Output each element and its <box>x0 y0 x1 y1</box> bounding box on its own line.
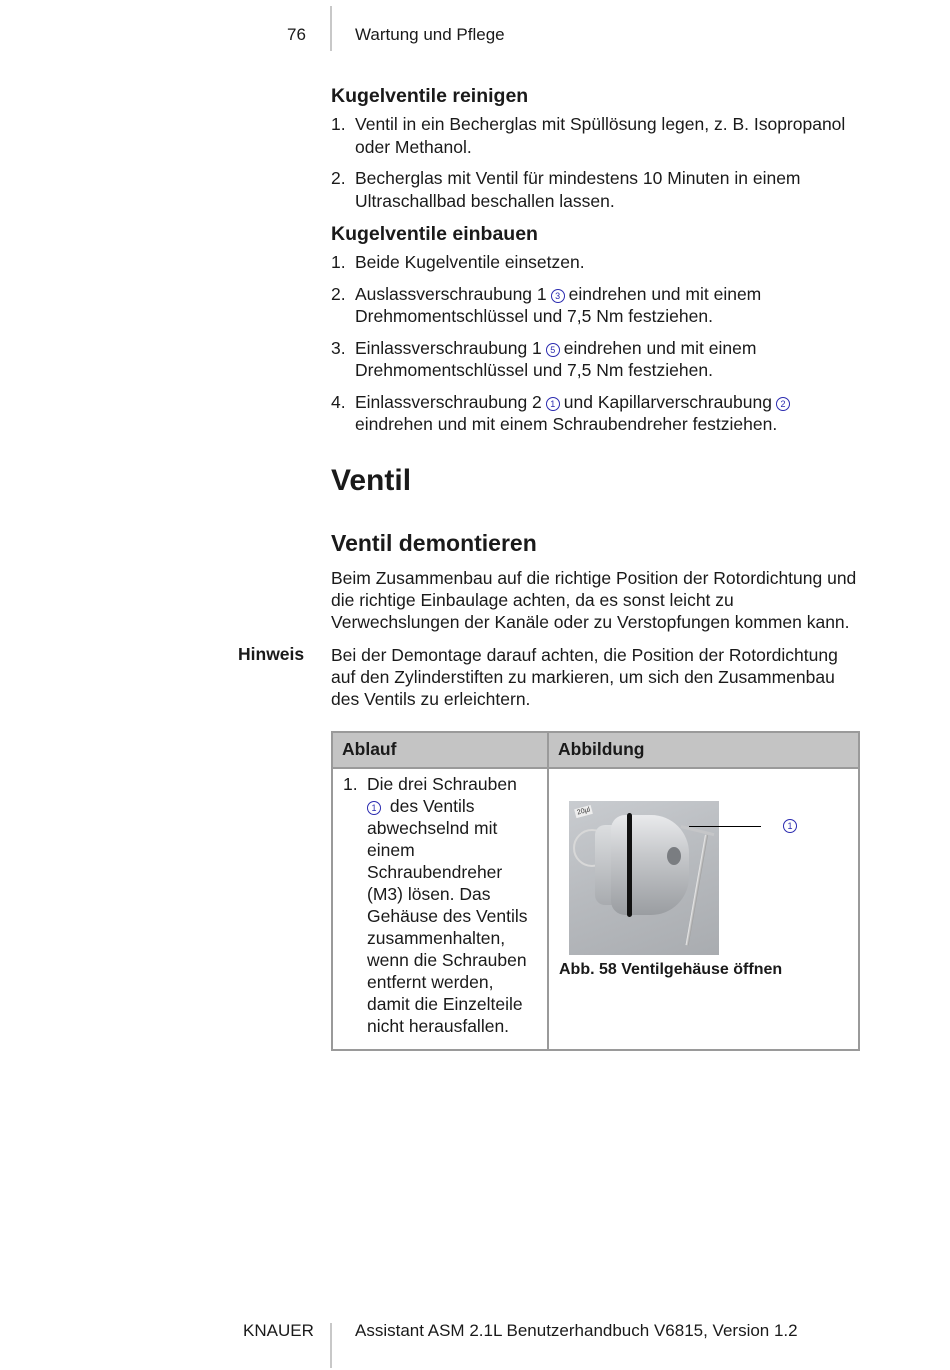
procedure-table <box>331 731 860 1051</box>
list-item <box>331 113 866 158</box>
note-label: Hinweis <box>238 644 305 664</box>
step-text: eindrehen und mit einem Schraubendreher festziehen. <box>355 414 778 434</box>
heading-ventil: Ventil <box>331 464 412 497</box>
install-steps <box>331 251 866 445</box>
callout-number-icon: 5 <box>546 343 560 357</box>
table-row <box>343 773 538 1037</box>
step-number: 2. <box>331 283 346 304</box>
step-number: 1. <box>343 774 358 794</box>
intro-paragraph: Beim Zusammenbau auf die richtige Position der Rotordichtung und die richtige Einbaulage achten, da es sonst leicht zu Verwechslungen der Kanäle oder zu Verstopfungen kommen kann. <box>331 568 857 632</box>
callout-number-icon: 1 <box>367 801 381 815</box>
step-text: Die drei Schrauben <box>367 774 517 794</box>
header-divider <box>330 6 332 51</box>
heading-kugelventile-reinigen: Kugelventile reinigen <box>331 85 529 107</box>
step-number: 3. <box>331 337 346 358</box>
callout-number-icon: 1 <box>546 397 560 411</box>
step-text: Auslassverschraubung 1 <box>355 283 547 304</box>
list-item <box>331 391 866 436</box>
step-text: eindrehen und mit einem Drehmomentschlüssel und 7,5 Nm festziehen. <box>355 337 757 380</box>
column-divider <box>547 733 549 1049</box>
note-text: Bei der Demontage darauf achten, die Position der Rotordichtung auf den Zylinderstiften zu markieren, um sich den Zusammenbau des Ventils zu erleichtern. <box>331 645 838 709</box>
step-text: Beide Kugelventile einsetzen. <box>355 252 585 272</box>
list-item <box>331 167 866 212</box>
list-item <box>331 283 866 328</box>
valve-port <box>667 847 681 865</box>
step-number: 2. <box>331 168 346 188</box>
page-number: 76 <box>287 25 306 44</box>
heading-ventil-demontieren: Ventil demontieren <box>331 530 537 556</box>
column-header-ablauf: Ablauf <box>342 739 397 759</box>
footer-document-title: Assistant ASM 2.1L Benutzerhandbuch V6815, Version 1.2 <box>355 1321 798 1340</box>
column-header-abbildung: Abbildung <box>558 739 645 759</box>
valve-seal-ring <box>627 813 632 917</box>
step-text: und Kapillarverschraubung <box>563 391 772 412</box>
figure-caption: Abb. 58 Ventilgehäuse öffnen <box>559 961 783 978</box>
list-item <box>331 251 866 274</box>
photo-label: 20µl <box>574 805 593 818</box>
heading-kugelventile-einbauen: Kugelventile einbauen <box>331 223 538 245</box>
list-item <box>331 337 866 382</box>
step-number: 4. <box>331 391 346 412</box>
table-header <box>333 733 858 769</box>
callout-number-icon: 2 <box>776 397 790 411</box>
step-text: des Ventils abwechselnd mit einem Schraubendreher (M3) lösen. Das Gehäuse des Ventils zusammenhalten, wenn die Schrauben entfernt werden, damit die Einzelteile nicht herausfallen. <box>367 796 528 1036</box>
callout-number-icon: 3 <box>551 289 565 303</box>
step-text: Becherglas mit Ventil für mindestens 10 Minuten in einem Ultraschallbad beschallen lassen. <box>355 168 801 211</box>
chapter-title: Wartung und Pflege <box>355 25 505 44</box>
step-text: Ventil in ein Becherglas mit Spüllösung legen, z. B. Isopropanol oder Methanol. <box>355 114 846 157</box>
footer-brand: KNAUER <box>243 1321 314 1340</box>
step-text: eindrehen und mit einem Drehmomentschlüssel und 7,5 Nm festziehen. <box>355 283 762 326</box>
step-text: Einlassverschraubung 1 <box>355 337 542 358</box>
figure-callout-icon: 1 <box>783 819 797 833</box>
step-text: Einlassverschraubung 2 <box>355 391 542 412</box>
clean-steps <box>331 113 866 221</box>
valve-body <box>611 815 689 915</box>
valve-housing-photo <box>569 801 719 955</box>
step-number: 1. <box>331 114 346 134</box>
step-number: 1. <box>331 252 346 272</box>
footer-divider <box>330 1323 332 1368</box>
callout-leader-line <box>689 826 761 827</box>
